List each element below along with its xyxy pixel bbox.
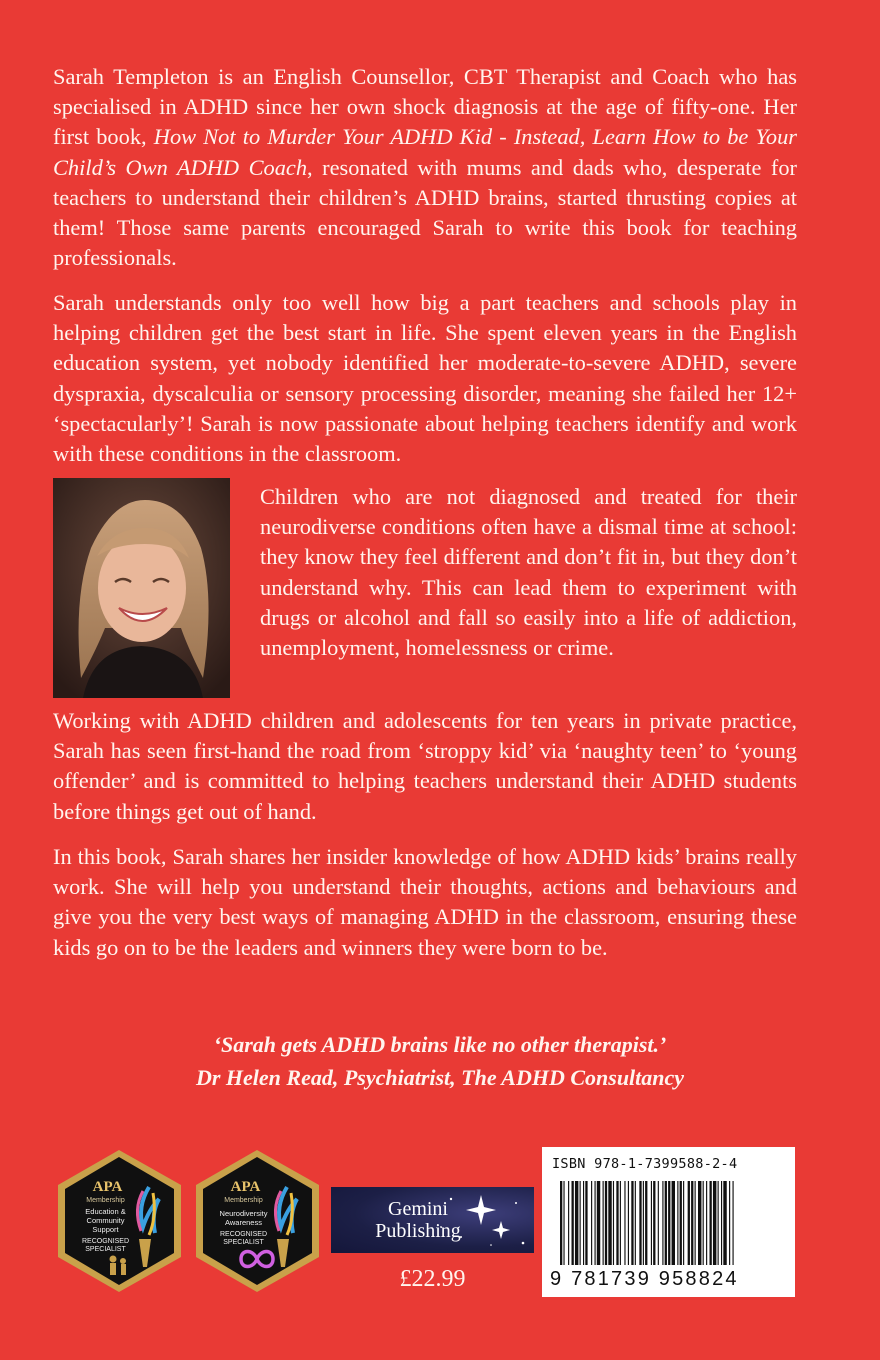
barcode-bar [710, 1181, 712, 1265]
barcode-bar [580, 1181, 581, 1265]
bio-text: , resonated with mums and dads who, desperate for teachers to understand their children’s ADHD brains, started thrusting copies at them! Those same parents encouraged Sarah to write this book for teaching professionals. [53, 154, 798, 271]
barcode-bar [603, 1181, 604, 1265]
apa-badge-education [53, 1147, 186, 1295]
barcode-bar [723, 1181, 726, 1265]
barcode-bar [668, 1181, 670, 1265]
barcode-bar [729, 1181, 730, 1265]
author-bio-paragraph-5: In this book, Sarah shares her insider knowledge of how ADHD kids’ brains really work. She will help you understand their thoughts, actions and behaviours and give you the very best ways of managing ADHD in the classroom, ensuring these kids go on to be the leaders and winners they were born to be. [53, 844, 797, 960]
badge-line: Neurodiversity [219, 1209, 268, 1218]
author-bio-paragraph-3: Children who are not diagnosed and treated for their neurodiverse conditions often have a dismal time at school: they know they feel different and don’t fit in, but they don’t understand why. This can lead them to experiment with drugs or alcohol and fall so easily into a life of addiction, unemployment, homelessness or crime. [260, 484, 797, 661]
barcode-bar [703, 1181, 704, 1265]
barcode-bar [688, 1181, 690, 1265]
first-book-title: How Not to Murder Your ADHD Kid - Instead, Learn How to be Your Child’s Own ADHD Coach [53, 124, 797, 180]
apa-badge-neurodiversity [191, 1147, 324, 1295]
bio-text: Sarah Templeton is an English Counsellor, CBT Therapist and Coach who has specialised in ADHD since her own shock diagnosis at the age of fifty-one. Her first book, [53, 64, 797, 150]
badge-spec: RECOGNISED [219, 1231, 268, 1238]
badge-line: Support [92, 1225, 119, 1234]
author-photo [53, 478, 230, 698]
barcode-bar [658, 1181, 659, 1265]
barcode-bar [691, 1181, 693, 1265]
barcode-bar [585, 1181, 587, 1265]
badge-spec: RECOGNISED [81, 1238, 130, 1245]
barcode-bar [683, 1181, 684, 1265]
badge-line: Education & [85, 1207, 126, 1216]
publisher-line-1: Gemini [388, 1198, 448, 1220]
barcode-bar [713, 1181, 716, 1265]
barcode-bar [643, 1181, 644, 1265]
badge-spec: SPECIALIST [223, 1239, 264, 1246]
gemini-publishing-logo [331, 1187, 534, 1253]
quote-text: ‘Sarah gets ADHD brains like no other therapist.’ [213, 1032, 667, 1057]
isbn-text: ISBN 978-1-7399588-2-4 [552, 1156, 738, 1172]
author-bio-paragraph-1 [53, 62, 797, 273]
barcode-bar [695, 1181, 696, 1265]
barcode-bar [583, 1181, 584, 1265]
barcode-bar [560, 1181, 562, 1265]
barcode-bar [651, 1181, 652, 1265]
badge-spec: SPECIALIST [85, 1246, 126, 1253]
barcode-bar [591, 1181, 592, 1265]
badge-membership: Membership [224, 1197, 263, 1204]
barcode-bar [698, 1181, 701, 1265]
barcode-bar [620, 1181, 621, 1265]
barcode-bar [616, 1181, 618, 1265]
quote-attribution: Dr Helen Read, Psychiatrist, The ADHD Consultancy [195, 1065, 685, 1090]
endorsement-quote [53, 1028, 827, 1094]
publisher-line-2: Publishing [375, 1220, 461, 1242]
barcode-bar [718, 1181, 719, 1265]
barcode-bar [635, 1181, 636, 1265]
barcode-bar [563, 1181, 564, 1265]
barcode-bar [608, 1181, 611, 1265]
barcode-bar [639, 1181, 641, 1265]
barcode-bar [572, 1181, 574, 1265]
barcode-digits: 9 781739 958824 [550, 1268, 739, 1290]
barcode-bar [645, 1181, 647, 1265]
badge-org: APA [92, 1179, 123, 1195]
badge-line: Awareness [225, 1218, 262, 1227]
badge-line: Community [86, 1216, 125, 1225]
barcode-bar [624, 1181, 625, 1265]
book-price: £22.99 [399, 1266, 466, 1292]
barcode-bar [677, 1181, 678, 1265]
barcode-bar [672, 1181, 675, 1265]
barcode-bar [721, 1181, 722, 1265]
barcode-bar [575, 1181, 578, 1265]
badge-org: APA [230, 1179, 261, 1195]
isbn-barcode [542, 1147, 795, 1297]
barcode-bar [680, 1181, 682, 1265]
barcode-bar [665, 1181, 667, 1265]
barcode-bar [733, 1181, 734, 1265]
barcode-bar [653, 1181, 655, 1265]
barcode-bar [706, 1181, 707, 1265]
barcode-bar [613, 1181, 614, 1265]
barcode-bar [595, 1181, 596, 1265]
barcode-bar [662, 1181, 663, 1265]
publisher-name [348, 1198, 488, 1242]
barcode-bar [597, 1181, 600, 1265]
barcode-bar [628, 1181, 629, 1265]
author-bio-paragraph-2: Sarah understands only too well how big a part teachers and schools play in helping children get the best start in life. She spent eleven years in the English education system, yet nobody identified her moderate-to-severe ADHD, severe dyspraxia, dyscalculia or sensory processing disorder, meaning she failed her 12+ ‘spectacularly’! Sarah is now passionate about helping teachers identify and work with these conditions in the classroom. [53, 290, 797, 467]
barcode-bar [605, 1181, 607, 1265]
barcode-bar [631, 1181, 633, 1265]
barcode-bar [568, 1181, 569, 1265]
author-bio-paragraph-4: Working with ADHD children and adolescents for ten years in private practice, Sarah has seen first-hand the road from ‘stroppy kid’ via ‘naughty teen’ to ‘young offender’ and is committed to helping teachers understand their ADHD students before things get out of hand. [53, 708, 797, 824]
badge-membership: Membership [86, 1197, 125, 1204]
